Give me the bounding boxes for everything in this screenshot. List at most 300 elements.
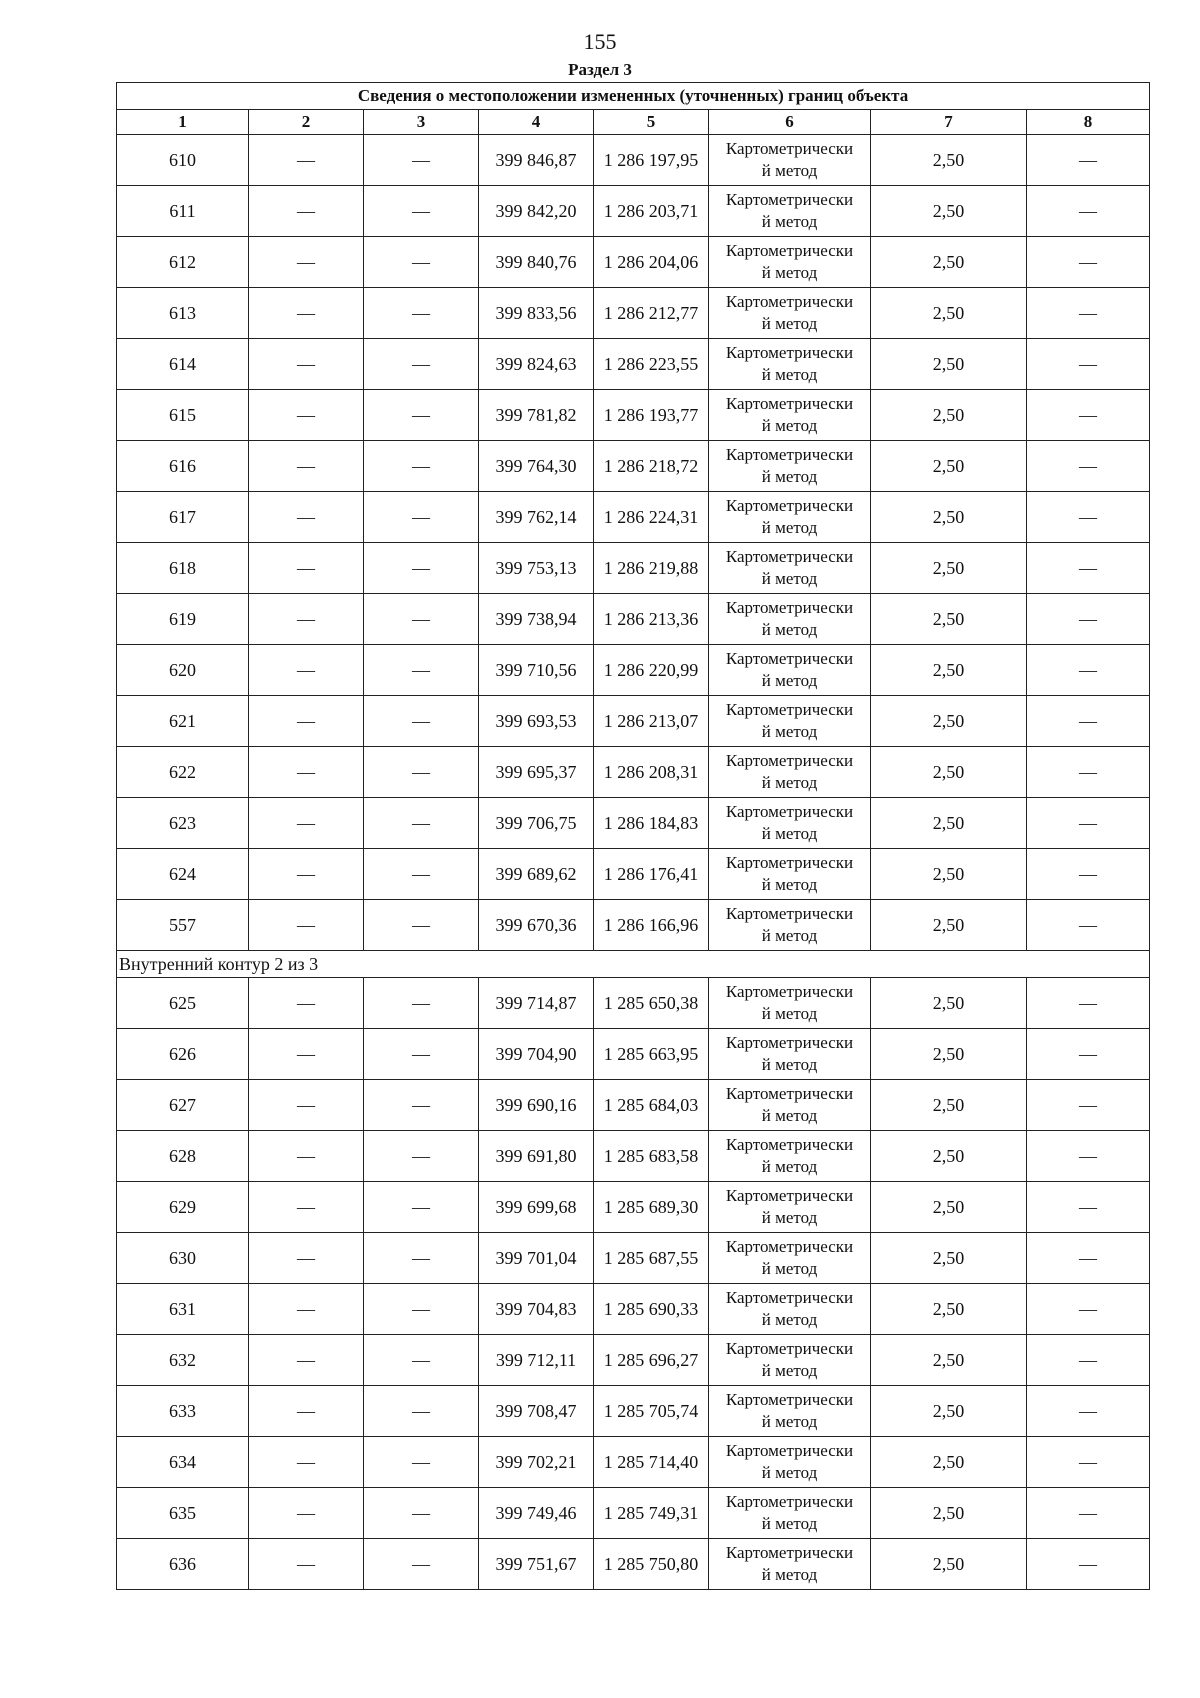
column-8-cell: — [1027, 492, 1150, 543]
method-line-2: й метод [761, 365, 818, 384]
method-line-2: й метод [761, 1106, 818, 1125]
method-line-2: й метод [761, 824, 818, 843]
x-coordinate-cell: 399 689,62 [479, 849, 594, 900]
method-line-1: Картометрически [725, 853, 854, 872]
accuracy-cell: 2,50 [871, 900, 1027, 951]
accuracy-cell: 2,50 [871, 978, 1027, 1029]
method-cell [709, 747, 871, 798]
point-number-cell: 617 [117, 492, 249, 543]
point-number-cell: 615 [117, 390, 249, 441]
method-line-1: Картометрически [725, 190, 854, 209]
y-coordinate-cell: 1 286 184,83 [594, 798, 709, 849]
x-coordinate-cell: 399 749,46 [479, 1488, 594, 1539]
column-2-cell: — [249, 1488, 364, 1539]
x-coordinate-cell: 399 708,47 [479, 1386, 594, 1437]
method-cell [709, 1437, 871, 1488]
method-line-2: й метод [761, 1361, 818, 1380]
x-coordinate-cell: 399 704,90 [479, 1029, 594, 1080]
method-line-1: Картометрически [725, 241, 854, 260]
y-coordinate-cell: 1 285 683,58 [594, 1131, 709, 1182]
column-3-cell: — [364, 186, 479, 237]
column-3-cell: — [364, 1233, 479, 1284]
column-8-cell: — [1027, 696, 1150, 747]
column-3-cell: — [364, 1029, 479, 1080]
column-2-cell: — [249, 1284, 364, 1335]
column-3-cell: — [364, 594, 479, 645]
accuracy-cell: 2,50 [871, 1539, 1027, 1590]
method-line-1: Картометрически [725, 1135, 854, 1154]
column-2-cell: — [249, 1335, 364, 1386]
accuracy-cell: 2,50 [871, 696, 1027, 747]
method-line-1: Картометрически [725, 1186, 854, 1205]
table-row [117, 849, 1150, 900]
point-number-cell: 619 [117, 594, 249, 645]
column-8-cell: — [1027, 900, 1150, 951]
y-coordinate-cell: 1 285 750,80 [594, 1539, 709, 1590]
point-number-cell: 626 [117, 1029, 249, 1080]
accuracy-cell: 2,50 [871, 492, 1027, 543]
column-8-cell: — [1027, 1029, 1150, 1080]
column-8-cell: — [1027, 645, 1150, 696]
point-number-cell: 633 [117, 1386, 249, 1437]
x-coordinate-cell: 399 691,80 [479, 1131, 594, 1182]
method-cell [709, 1080, 871, 1131]
x-coordinate-cell: 399 712,11 [479, 1335, 594, 1386]
column-number: 7 [871, 110, 1027, 135]
method-cell [709, 594, 871, 645]
table-row [117, 1029, 1150, 1080]
x-coordinate-cell: 399 710,56 [479, 645, 594, 696]
method-cell [709, 1284, 871, 1335]
accuracy-cell: 2,50 [871, 135, 1027, 186]
column-3-cell: — [364, 1488, 479, 1539]
column-3-cell: — [364, 1386, 479, 1437]
column-2-cell: — [249, 594, 364, 645]
table-row [117, 441, 1150, 492]
column-8-cell: — [1027, 1284, 1150, 1335]
column-8-cell: — [1027, 1386, 1150, 1437]
point-number-cell: 557 [117, 900, 249, 951]
accuracy-cell: 2,50 [871, 1080, 1027, 1131]
point-number-cell: 634 [117, 1437, 249, 1488]
column-8-cell: — [1027, 849, 1150, 900]
accuracy-cell: 2,50 [871, 390, 1027, 441]
column-2-cell: — [249, 339, 364, 390]
method-line-1: Картометрически [725, 598, 854, 617]
column-2-cell: — [249, 849, 364, 900]
method-cell [709, 237, 871, 288]
table-row [117, 1131, 1150, 1182]
method-cell [709, 339, 871, 390]
method-line-1: Картометрически [725, 1237, 854, 1256]
table-row [117, 798, 1150, 849]
column-8-cell: — [1027, 594, 1150, 645]
method-cell [709, 900, 871, 951]
x-coordinate-cell: 399 693,53 [479, 696, 594, 747]
column-3-cell: — [364, 135, 479, 186]
method-line-2: й метод [761, 518, 818, 537]
point-number-cell: 621 [117, 696, 249, 747]
accuracy-cell: 2,50 [871, 849, 1027, 900]
x-coordinate-cell: 399 824,63 [479, 339, 594, 390]
y-coordinate-cell: 1 286 219,88 [594, 543, 709, 594]
y-coordinate-cell: 1 286 212,77 [594, 288, 709, 339]
method-cell [709, 849, 871, 900]
column-3-cell: — [364, 1182, 479, 1233]
x-coordinate-cell: 399 738,94 [479, 594, 594, 645]
column-2-cell: — [249, 1233, 364, 1284]
column-2-cell: — [249, 492, 364, 543]
y-coordinate-cell: 1 285 689,30 [594, 1182, 709, 1233]
x-coordinate-cell: 399 781,82 [479, 390, 594, 441]
x-coordinate-cell: 399 846,87 [479, 135, 594, 186]
x-coordinate-cell: 399 762,14 [479, 492, 594, 543]
y-coordinate-cell: 1 285 749,31 [594, 1488, 709, 1539]
method-line-2: й метод [761, 1463, 818, 1482]
method-line-1: Картометрически [725, 1033, 854, 1052]
column-3-cell: — [364, 900, 479, 951]
column-8-cell: — [1027, 288, 1150, 339]
x-coordinate-cell: 399 701,04 [479, 1233, 594, 1284]
column-3-cell: — [364, 1335, 479, 1386]
method-line-1: Картометрически [725, 496, 854, 515]
method-line-1: Картометрически [725, 1390, 854, 1409]
y-coordinate-cell: 1 286 218,72 [594, 441, 709, 492]
column-number: 1 [117, 110, 249, 135]
method-cell [709, 978, 871, 1029]
column-3-cell: — [364, 543, 479, 594]
method-line-2: й метод [761, 926, 818, 945]
column-2-cell: — [249, 543, 364, 594]
table-row [117, 1539, 1150, 1590]
accuracy-cell: 2,50 [871, 543, 1027, 594]
table-row [117, 543, 1150, 594]
method-line-1: Картометрически [725, 1543, 854, 1562]
column-3-cell: — [364, 645, 479, 696]
method-line-2: й метод [761, 722, 818, 741]
point-number-cell: 612 [117, 237, 249, 288]
contour-subheader: Внутренний контур 2 из 3 [117, 951, 1150, 978]
point-number-cell: 628 [117, 1131, 249, 1182]
method-cell [709, 696, 871, 747]
table-row [117, 1284, 1150, 1335]
point-number-cell: 610 [117, 135, 249, 186]
y-coordinate-cell: 1 285 684,03 [594, 1080, 709, 1131]
table-row [117, 1386, 1150, 1437]
y-coordinate-cell: 1 285 696,27 [594, 1335, 709, 1386]
y-coordinate-cell: 1 286 213,36 [594, 594, 709, 645]
method-line-2: й метод [761, 1208, 818, 1227]
method-cell [709, 135, 871, 186]
column-3-cell: — [364, 978, 479, 1029]
method-line-2: й метод [761, 1310, 818, 1329]
method-line-2: й метод [761, 314, 818, 333]
point-number-cell: 624 [117, 849, 249, 900]
method-line-2: й метод [761, 416, 818, 435]
method-line-2: й метод [761, 1004, 818, 1023]
table-row [117, 1335, 1150, 1386]
x-coordinate-cell: 399 704,83 [479, 1284, 594, 1335]
x-coordinate-cell: 399 699,68 [479, 1182, 594, 1233]
method-line-2: й метод [761, 1514, 818, 1533]
table-row [117, 237, 1150, 288]
y-coordinate-cell: 1 286 204,06 [594, 237, 709, 288]
method-line-1: Картометрически [725, 292, 854, 311]
section-title: Раздел 3 [568, 60, 632, 79]
method-line-1: Картометрически [725, 1084, 854, 1103]
column-2-cell: — [249, 288, 364, 339]
method-line-2: й метод [761, 773, 818, 792]
y-coordinate-cell: 1 285 650,38 [594, 978, 709, 1029]
column-3-cell: — [364, 798, 479, 849]
contour-subheader-row [117, 951, 1150, 978]
y-coordinate-cell: 1 286 166,96 [594, 900, 709, 951]
accuracy-cell: 2,50 [871, 1233, 1027, 1284]
y-coordinate-cell: 1 286 193,77 [594, 390, 709, 441]
method-line-2: й метод [761, 569, 818, 588]
point-number-cell: 632 [117, 1335, 249, 1386]
column-3-cell: — [364, 1284, 479, 1335]
x-coordinate-cell: 399 751,67 [479, 1539, 594, 1590]
accuracy-cell: 2,50 [871, 1029, 1027, 1080]
method-line-1: Картометрически [725, 1441, 854, 1460]
method-cell [709, 1029, 871, 1080]
y-coordinate-cell: 1 286 220,99 [594, 645, 709, 696]
column-2-cell: — [249, 1131, 364, 1182]
column-2-cell: — [249, 1539, 364, 1590]
column-3-cell: — [364, 849, 479, 900]
column-2-cell: — [249, 1080, 364, 1131]
y-coordinate-cell: 1 286 213,07 [594, 696, 709, 747]
method-line-1: Картометрически [725, 1288, 854, 1307]
column-3-cell: — [364, 492, 479, 543]
table-row [117, 1437, 1150, 1488]
column-8-cell: — [1027, 1437, 1150, 1488]
table-row [117, 288, 1150, 339]
y-coordinate-cell: 1 286 223,55 [594, 339, 709, 390]
point-number-cell: 618 [117, 543, 249, 594]
method-cell [709, 1131, 871, 1182]
column-3-cell: — [364, 1539, 479, 1590]
method-line-1: Картометрически [725, 649, 854, 668]
column-8-cell: — [1027, 1488, 1150, 1539]
point-number-cell: 622 [117, 747, 249, 798]
column-3-cell: — [364, 1080, 479, 1131]
x-coordinate-cell: 399 690,16 [479, 1080, 594, 1131]
y-coordinate-cell: 1 286 224,31 [594, 492, 709, 543]
accuracy-cell: 2,50 [871, 1488, 1027, 1539]
column-3-cell: — [364, 390, 479, 441]
column-2-cell: — [249, 978, 364, 1029]
column-8-cell: — [1027, 1539, 1150, 1590]
method-line-2: й метод [761, 212, 818, 231]
x-coordinate-cell: 399 833,56 [479, 288, 594, 339]
method-line-2: й метод [761, 1259, 818, 1278]
method-cell [709, 1539, 871, 1590]
method-line-1: Картометрически [725, 445, 854, 464]
accuracy-cell: 2,50 [871, 1182, 1027, 1233]
point-number-cell: 614 [117, 339, 249, 390]
table-row [117, 390, 1150, 441]
method-line-2: й метод [761, 620, 818, 639]
column-8-cell: — [1027, 798, 1150, 849]
method-line-2: й метод [761, 1055, 818, 1074]
accuracy-cell: 2,50 [871, 1284, 1027, 1335]
point-number-cell: 625 [117, 978, 249, 1029]
y-coordinate-cell: 1 286 176,41 [594, 849, 709, 900]
accuracy-cell: 2,50 [871, 1131, 1027, 1182]
point-number-cell: 620 [117, 645, 249, 696]
table-row [117, 135, 1150, 186]
column-2-cell: — [249, 390, 364, 441]
y-coordinate-cell: 1 285 687,55 [594, 1233, 709, 1284]
method-line-1: Картометрически [725, 751, 854, 770]
boundary-table [116, 82, 1150, 1590]
accuracy-cell: 2,50 [871, 594, 1027, 645]
method-cell [709, 441, 871, 492]
method-line-2: й метод [761, 161, 818, 180]
column-2-cell: — [249, 1386, 364, 1437]
accuracy-cell: 2,50 [871, 441, 1027, 492]
y-coordinate-cell: 1 286 208,31 [594, 747, 709, 798]
x-coordinate-cell: 399 842,20 [479, 186, 594, 237]
y-coordinate-cell: 1 285 690,33 [594, 1284, 709, 1335]
y-coordinate-cell: 1 285 705,74 [594, 1386, 709, 1437]
column-8-cell: — [1027, 1335, 1150, 1386]
column-number: 3 [364, 110, 479, 135]
method-cell [709, 186, 871, 237]
accuracy-cell: 2,50 [871, 645, 1027, 696]
column-2-cell: — [249, 1437, 364, 1488]
table-row [117, 1080, 1150, 1131]
accuracy-cell: 2,50 [871, 186, 1027, 237]
column-2-cell: — [249, 645, 364, 696]
column-8-cell: — [1027, 135, 1150, 186]
x-coordinate-cell: 399 695,37 [479, 747, 594, 798]
column-3-cell: — [364, 696, 479, 747]
accuracy-cell: 2,50 [871, 798, 1027, 849]
column-3-cell: — [364, 441, 479, 492]
x-coordinate-cell: 399 702,21 [479, 1437, 594, 1488]
y-coordinate-cell: 1 285 663,95 [594, 1029, 709, 1080]
column-3-cell: — [364, 1131, 479, 1182]
column-number: 2 [249, 110, 364, 135]
point-number-cell: 630 [117, 1233, 249, 1284]
table-row [117, 1233, 1150, 1284]
method-line-1: Картометрически [725, 1492, 854, 1511]
x-coordinate-cell: 399 753,13 [479, 543, 594, 594]
accuracy-cell: 2,50 [871, 339, 1027, 390]
y-coordinate-cell: 1 285 714,40 [594, 1437, 709, 1488]
column-3-cell: — [364, 339, 479, 390]
accuracy-cell: 2,50 [871, 1386, 1027, 1437]
accuracy-cell: 2,50 [871, 288, 1027, 339]
point-number-cell: 611 [117, 186, 249, 237]
column-8-cell: — [1027, 1080, 1150, 1131]
method-line-1: Картометрически [725, 1339, 854, 1358]
point-number-cell: 613 [117, 288, 249, 339]
method-line-1: Картометрически [725, 139, 854, 158]
method-line-2: й метод [761, 875, 818, 894]
x-coordinate-cell: 399 706,75 [479, 798, 594, 849]
method-line-1: Картометрически [725, 982, 854, 1001]
column-number: 4 [479, 110, 594, 135]
method-line-2: й метод [761, 467, 818, 486]
point-number-cell: 635 [117, 1488, 249, 1539]
column-3-cell: — [364, 237, 479, 288]
method-cell [709, 288, 871, 339]
column-8-cell: — [1027, 1182, 1150, 1233]
column-2-cell: — [249, 696, 364, 747]
column-8-cell: — [1027, 186, 1150, 237]
accuracy-cell: 2,50 [871, 747, 1027, 798]
page-number: 155 [583, 29, 617, 54]
accuracy-cell: 2,50 [871, 1335, 1027, 1386]
method-line-1: Картометрически [725, 802, 854, 821]
table-row [117, 1182, 1150, 1233]
x-coordinate-cell: 399 764,30 [479, 441, 594, 492]
method-cell [709, 798, 871, 849]
table-row [117, 900, 1150, 951]
column-8-cell: — [1027, 1233, 1150, 1284]
column-number: 6 [709, 110, 871, 135]
method-line-1: Картометрически [725, 547, 854, 566]
table-row [117, 186, 1150, 237]
table-row [117, 594, 1150, 645]
column-number-row [117, 110, 1150, 135]
column-8-cell: — [1027, 543, 1150, 594]
method-cell [709, 645, 871, 696]
column-3-cell: — [364, 747, 479, 798]
table-row [117, 1488, 1150, 1539]
point-number-cell: 616 [117, 441, 249, 492]
table-row [117, 492, 1150, 543]
column-2-cell: — [249, 798, 364, 849]
column-3-cell: — [364, 1437, 479, 1488]
column-2-cell: — [249, 1029, 364, 1080]
column-2-cell: — [249, 900, 364, 951]
y-coordinate-cell: 1 286 203,71 [594, 186, 709, 237]
method-line-1: Картометрически [725, 343, 854, 362]
method-cell [709, 1335, 871, 1386]
method-line-1: Картометрически [725, 904, 854, 923]
point-number-cell: 636 [117, 1539, 249, 1590]
column-8-cell: — [1027, 978, 1150, 1029]
method-line-2: й метод [761, 1565, 818, 1584]
method-cell [709, 1182, 871, 1233]
method-line-2: й метод [761, 671, 818, 690]
method-cell [709, 1386, 871, 1437]
column-2-cell: — [249, 747, 364, 798]
table-caption: Сведения о местоположении измененных (уточненных) границ объекта [117, 83, 1150, 110]
column-3-cell: — [364, 288, 479, 339]
accuracy-cell: 2,50 [871, 1437, 1027, 1488]
column-2-cell: — [249, 1182, 364, 1233]
method-cell [709, 543, 871, 594]
column-8-cell: — [1027, 1131, 1150, 1182]
table-row [117, 747, 1150, 798]
table-row [117, 978, 1150, 1029]
y-coordinate-cell: 1 286 197,95 [594, 135, 709, 186]
column-8-cell: — [1027, 390, 1150, 441]
column-number: 5 [594, 110, 709, 135]
column-8-cell: — [1027, 237, 1150, 288]
point-number-cell: 627 [117, 1080, 249, 1131]
method-line-2: й метод [761, 1157, 818, 1176]
x-coordinate-cell: 399 840,76 [479, 237, 594, 288]
column-8-cell: — [1027, 441, 1150, 492]
method-cell [709, 492, 871, 543]
